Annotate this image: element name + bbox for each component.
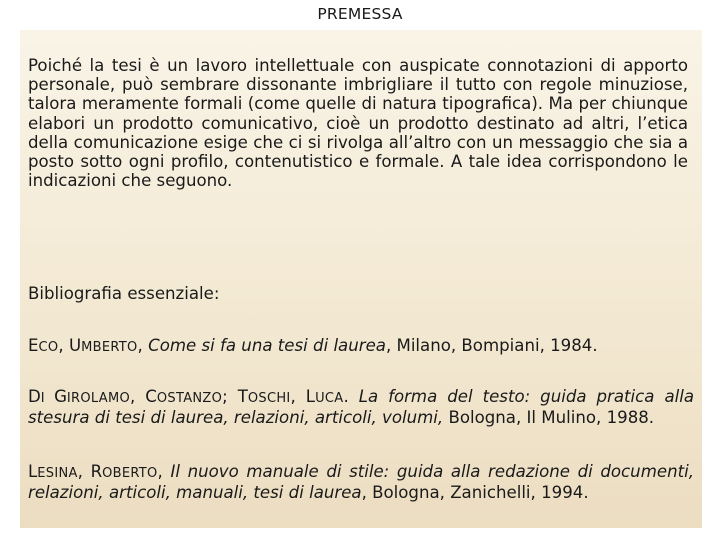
author-name: DI GIROLAMO, COSTANZO; TOSCHI, LUCA. bbox=[28, 387, 349, 406]
work-title: La forma del testo: guida pratica alla stesura di tesi di laurea, relazioni, articoli, volumi, bbox=[28, 387, 694, 428]
publication-info: , Milano, Bompiani, 1984. bbox=[385, 336, 598, 355]
bibliography-heading: Bibliografia essenziale: bbox=[28, 284, 220, 303]
page-title: PREMESSA bbox=[317, 5, 403, 23]
publication-info: Bologna, Il Mulino, 1988. bbox=[443, 408, 655, 428]
bibliography-entry: ECO, UMBERTO, Come si fa una tesi di laurea, Milano, Bompiani, 1984. bbox=[28, 336, 598, 355]
author-name: ECO, UMBERTO bbox=[28, 336, 138, 355]
bibliography-entry bbox=[28, 462, 694, 502]
publication-info: , Bologna, Zanichelli, 1994. bbox=[361, 483, 589, 503]
work-title: Il nuovo manuale di stile: guida alla redazione di documenti, relazioni, articoli, manuali, tesi di laurea bbox=[28, 462, 694, 503]
work-title: Come si fa una tesi di laurea bbox=[148, 336, 386, 355]
bibliography-entry bbox=[28, 387, 694, 427]
author-name: LESINA, ROBERTO, bbox=[28, 462, 163, 481]
intro-paragraph: Poiché la tesi è un lavoro intellettuale con auspicate connotazioni di apporto personale, può sembrare dissonante imbrigliare il tutto con regole minuziose, talora meramente formali (come quelle di natura tipografica). Ma per chiunque elabori un prodotto comunicativo, cioè un prodotto destinato ad altri, l’etica della comunicazione esige che ci si rivolga all’altro con un messaggio che sia a posto sotto ogni profilo, contenutistico e formale. A tale idea corrispondono le indicazioni che seguono. bbox=[28, 56, 688, 191]
